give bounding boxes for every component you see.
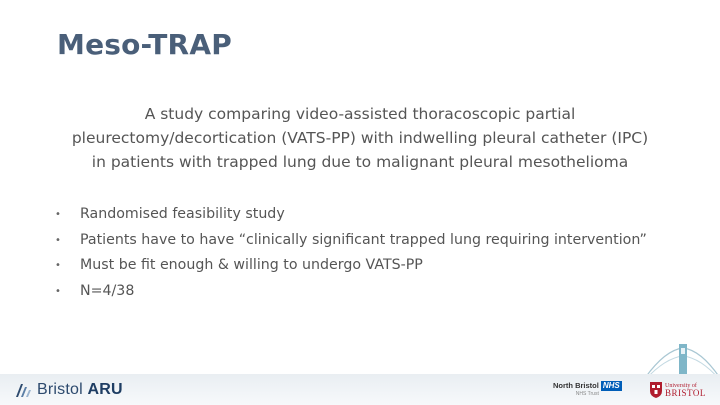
bullet-list xyxy=(52,202,647,304)
bullet-item xyxy=(52,253,647,279)
aru-logo-suffix: ARU xyxy=(87,381,123,398)
aru-logo-text xyxy=(37,381,123,399)
subtitle-line: pleurectomy/decortication (VATS-PP) with indwelling pleural catheter (IPC) xyxy=(71,129,649,147)
nhs-org-sub: NHS Trust xyxy=(575,391,599,397)
bullet-marker: • xyxy=(55,234,61,246)
bullet-marker: • xyxy=(55,209,61,220)
bristol-aru-icon xyxy=(13,380,33,400)
bristol-aru-logo xyxy=(13,380,123,400)
bullet-item xyxy=(52,228,647,254)
bullet-text: Must be fit enough & willing to undergo VATS-PP xyxy=(80,257,423,273)
uob-line1: University of xyxy=(665,382,697,389)
bullet-text: N=4/38 xyxy=(80,282,135,299)
university-of-bristol-logo xyxy=(650,382,706,398)
bullet-item xyxy=(52,202,647,228)
nhs-org-name: North Bristol xyxy=(553,381,599,390)
subtitle-line: A study comparing video-assisted thoracoscopic partial xyxy=(144,105,576,123)
aru-logo-prefix: Bristol xyxy=(37,381,83,398)
slide-title: Meso-TRAP xyxy=(57,28,232,61)
bullet-marker: • xyxy=(55,260,61,271)
nhs-badge: NHS xyxy=(602,381,620,390)
subtitle-line: in patients with trapped lung due to malignant pleural mesothelioma xyxy=(91,153,629,171)
north-bristol-nhs-logo xyxy=(553,381,622,399)
bullet-text: Patients have to have “clinically significant trapped lung requiring intervention” xyxy=(80,231,647,248)
slide-subtitle xyxy=(20,102,700,174)
nhs-org-text xyxy=(553,381,599,399)
bullet-text: Randomised feasibility study xyxy=(80,206,285,222)
bullet-marker: • xyxy=(55,285,61,297)
bullet-item xyxy=(52,279,647,305)
uob-line2: BRISTOL xyxy=(665,387,706,398)
university-crest-icon xyxy=(650,382,662,398)
uob-text xyxy=(665,383,706,398)
